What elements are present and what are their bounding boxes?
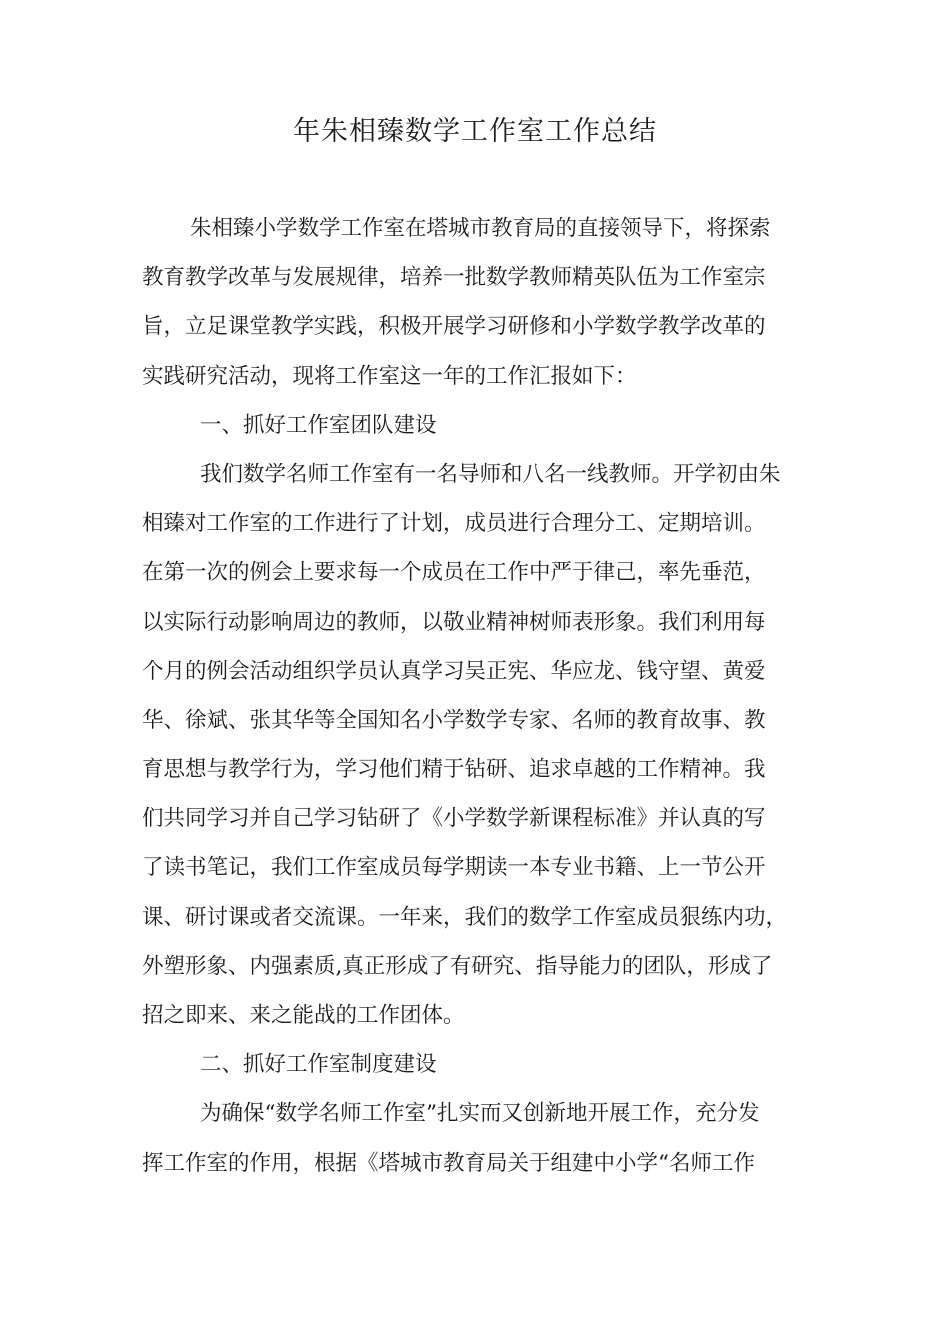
section-heading: 一、抓好工作室团队建设 [200, 412, 437, 438]
section-heading: 二、抓好工作室制度建设 [200, 1052, 437, 1078]
paragraph-line: 个月的例会活动组织学员认真学习吴正宪、华应龙、钱守望、黄爱 [142, 658, 766, 684]
paragraph-line: 教育教学改革与发展规律，培养一批数学教师精英队伍为工作室宗 [142, 265, 766, 291]
paragraph-line: 我们数学名师工作室有一名导师和八名一线教师。开学初由朱 [200, 461, 781, 487]
paragraph-line: 朱相臻小学数学工作室在塔城市教育局的直接领导下，将探索 [190, 216, 771, 241]
paragraph-line: 以实际行动影响周边的教师，以敬业精神树师表形象。我们利用每 [142, 609, 766, 635]
paragraph-line: 挥工作室的作用，根据《塔城市教育局关于组建中小学“名师工作 [142, 1150, 755, 1176]
paragraph-line: 华、徐斌、张其华等全国知名小学数学专家、名师的教育故事、教 [142, 707, 766, 733]
document-title: 年朱相臻数学工作室工作总结 [293, 116, 657, 147]
paragraph-line: 为确保“数学名师工作室”扎实而又创新地开展工作，充分发 [200, 1101, 760, 1127]
paragraph-line: 旨，立足课堂教学实践，积极开展学习研修和小学数学教学改革的 [142, 314, 766, 340]
paragraph-line: 外塑形象、内强素质,真正形成了有研究、指导能力的团队，形成了 [142, 953, 773, 979]
paragraph-line: 招之即来、来之能战的工作团体。 [142, 1003, 465, 1028]
paragraph-line: 课、研讨课或者交流课。一年来，我们的数学工作室成员狠练内功， [142, 904, 788, 930]
document-body [142, 208, 830, 1192]
paragraph-line: 实践研究活动，现将工作室这一年的工作汇报如下： [142, 363, 637, 389]
paragraph-line: 相臻对工作室的工作进行了计划，成员进行合理分工、定期培训。 [142, 511, 766, 537]
paragraph-line: 们共同学习并自己学习钻研了《小学数学新课程标准》并认真的写 [142, 806, 766, 832]
paragraph-line: 了读书笔记，我们工作室成员每学期读一本专业书籍、上一节公开 [142, 855, 766, 881]
paragraph-line: 在第一次的例会上要求每一个成员在工作中严于律己，率先垂范， [142, 560, 766, 586]
paragraph-line: 育思想与教学行为，学习他们精于钻研、追求卓越的工作精神。我 [142, 757, 766, 783]
